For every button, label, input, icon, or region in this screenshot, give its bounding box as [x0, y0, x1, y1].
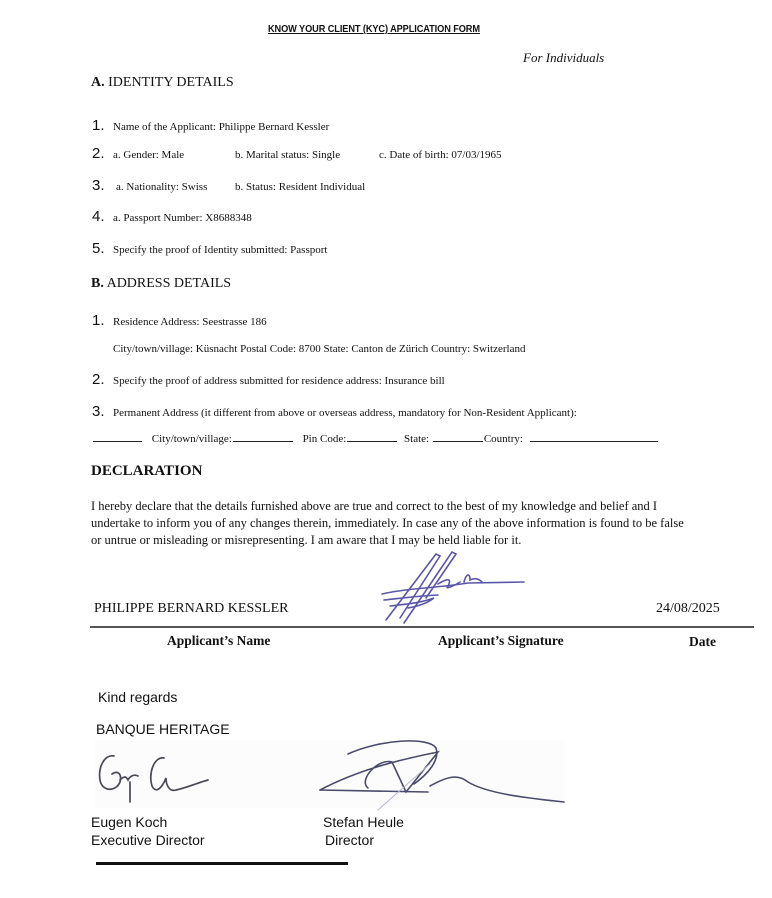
identity-item-1 [92, 117, 329, 134]
signatory-title: Executive Director [91, 832, 205, 848]
signatory-2 [323, 813, 404, 849]
country-field[interactable] [530, 440, 658, 442]
section-letter: B. [91, 276, 104, 291]
section-address-heading [91, 276, 231, 292]
date-label: Date [689, 634, 716, 649]
city-field[interactable] [233, 440, 293, 442]
residence-city-details: City/town/village: Küsnacht Postal Code: 8700 State: Canton de Zürich Country: Switzerland [113, 343, 526, 355]
signature-date-value: 24/08/2025 [656, 601, 720, 616]
signatory-name: Stefan Heule [323, 814, 404, 830]
executive-director-signature-image [96, 748, 216, 808]
signatory-name: Eugen Koch [91, 814, 168, 830]
director-signature-image [318, 740, 568, 810]
identity-item-5 [92, 240, 327, 257]
state-field[interactable] [433, 440, 483, 442]
applicant-name-label: Applicant’s Name [167, 633, 271, 648]
item-number: 2. [92, 145, 105, 162]
nationality: a. Nationality: Swiss [116, 181, 208, 193]
item-number: 1. [92, 117, 105, 134]
pin-label: Pin Code: [302, 433, 347, 445]
identity-item-4 [92, 208, 252, 225]
gender: a. Gender: Male [113, 149, 185, 161]
permanent-address-fields [92, 433, 659, 445]
address-proof: Specify the proof of address submitted for residence address: Insurance bill [113, 375, 445, 387]
applicant-name-value: PHILIPPE BERNARD KESSLER [94, 601, 289, 616]
section-identity-heading [91, 75, 234, 91]
section-title: ADDRESS DETAILS [106, 276, 232, 291]
resident-status: b. Status: Resident Individual [235, 181, 366, 193]
residence-address: Residence Address: Seestrasse 186 [113, 316, 267, 328]
signature-divider [90, 626, 754, 628]
passport-number: a. Passport Number: X8688348 [113, 212, 252, 224]
bank-name: BANQUE HERITAGE [96, 721, 230, 737]
item-number: 4. [92, 208, 105, 225]
item-number: 1. [92, 312, 105, 329]
permanent-address-line-field[interactable] [93, 440, 142, 442]
declaration-title: DECLARATION [91, 463, 203, 479]
identity-proof: Specify the proof of Identity submitted: Passport [113, 244, 328, 256]
closing-greeting: Kind regards [98, 689, 178, 705]
identity-item-2 [92, 145, 502, 162]
identity-item-3 [92, 177, 365, 194]
date-of-birth: c. Date of birth: 07/03/1965 [379, 149, 502, 161]
section-title: IDENTITY DETAILS [108, 75, 234, 90]
city-label: City/town/village: [151, 433, 232, 445]
permanent-address-label: Permanent Address (it different from above or overseas address, mandatory for Non-Resident Applicant): [113, 407, 577, 419]
signatory-title: Director [325, 832, 375, 848]
item-number: 3. [92, 403, 105, 420]
bottom-rule [96, 862, 348, 865]
applicant-signature-image [378, 548, 528, 628]
section-letter: A. [91, 75, 105, 90]
item-number: 5. [92, 240, 105, 257]
form-title: KNOW YOUR CLIENT (KYC) APPLICATION FORM [268, 24, 480, 35]
state-label: State: [404, 433, 430, 445]
item-number: 2. [92, 371, 105, 388]
applicant-name: Name of the Applicant: Philippe Bernard Kessler [113, 121, 330, 133]
form-subtitle: For Individuals [523, 50, 605, 65]
pin-field[interactable] [347, 440, 397, 442]
signatory-1 [91, 813, 205, 849]
country-label: Country: [483, 433, 523, 445]
address-item-2 [92, 371, 445, 388]
address-item-1 [92, 312, 267, 329]
applicant-signature-label: Applicant’s Signature [438, 633, 564, 648]
address-item-3 [92, 403, 577, 420]
item-number: 3. [92, 177, 105, 194]
declaration-text: I hereby declare that the details furnished above are true and correct to the best of my knowledge and belief and I undertake to inform you of any changes therein, immediately. In case any of the above information is found to be false or untrue or misleading or misrepresenting. I am aware that I may be held liable for it. [91, 499, 684, 547]
marital-status: b. Marital status: Single [235, 149, 341, 161]
